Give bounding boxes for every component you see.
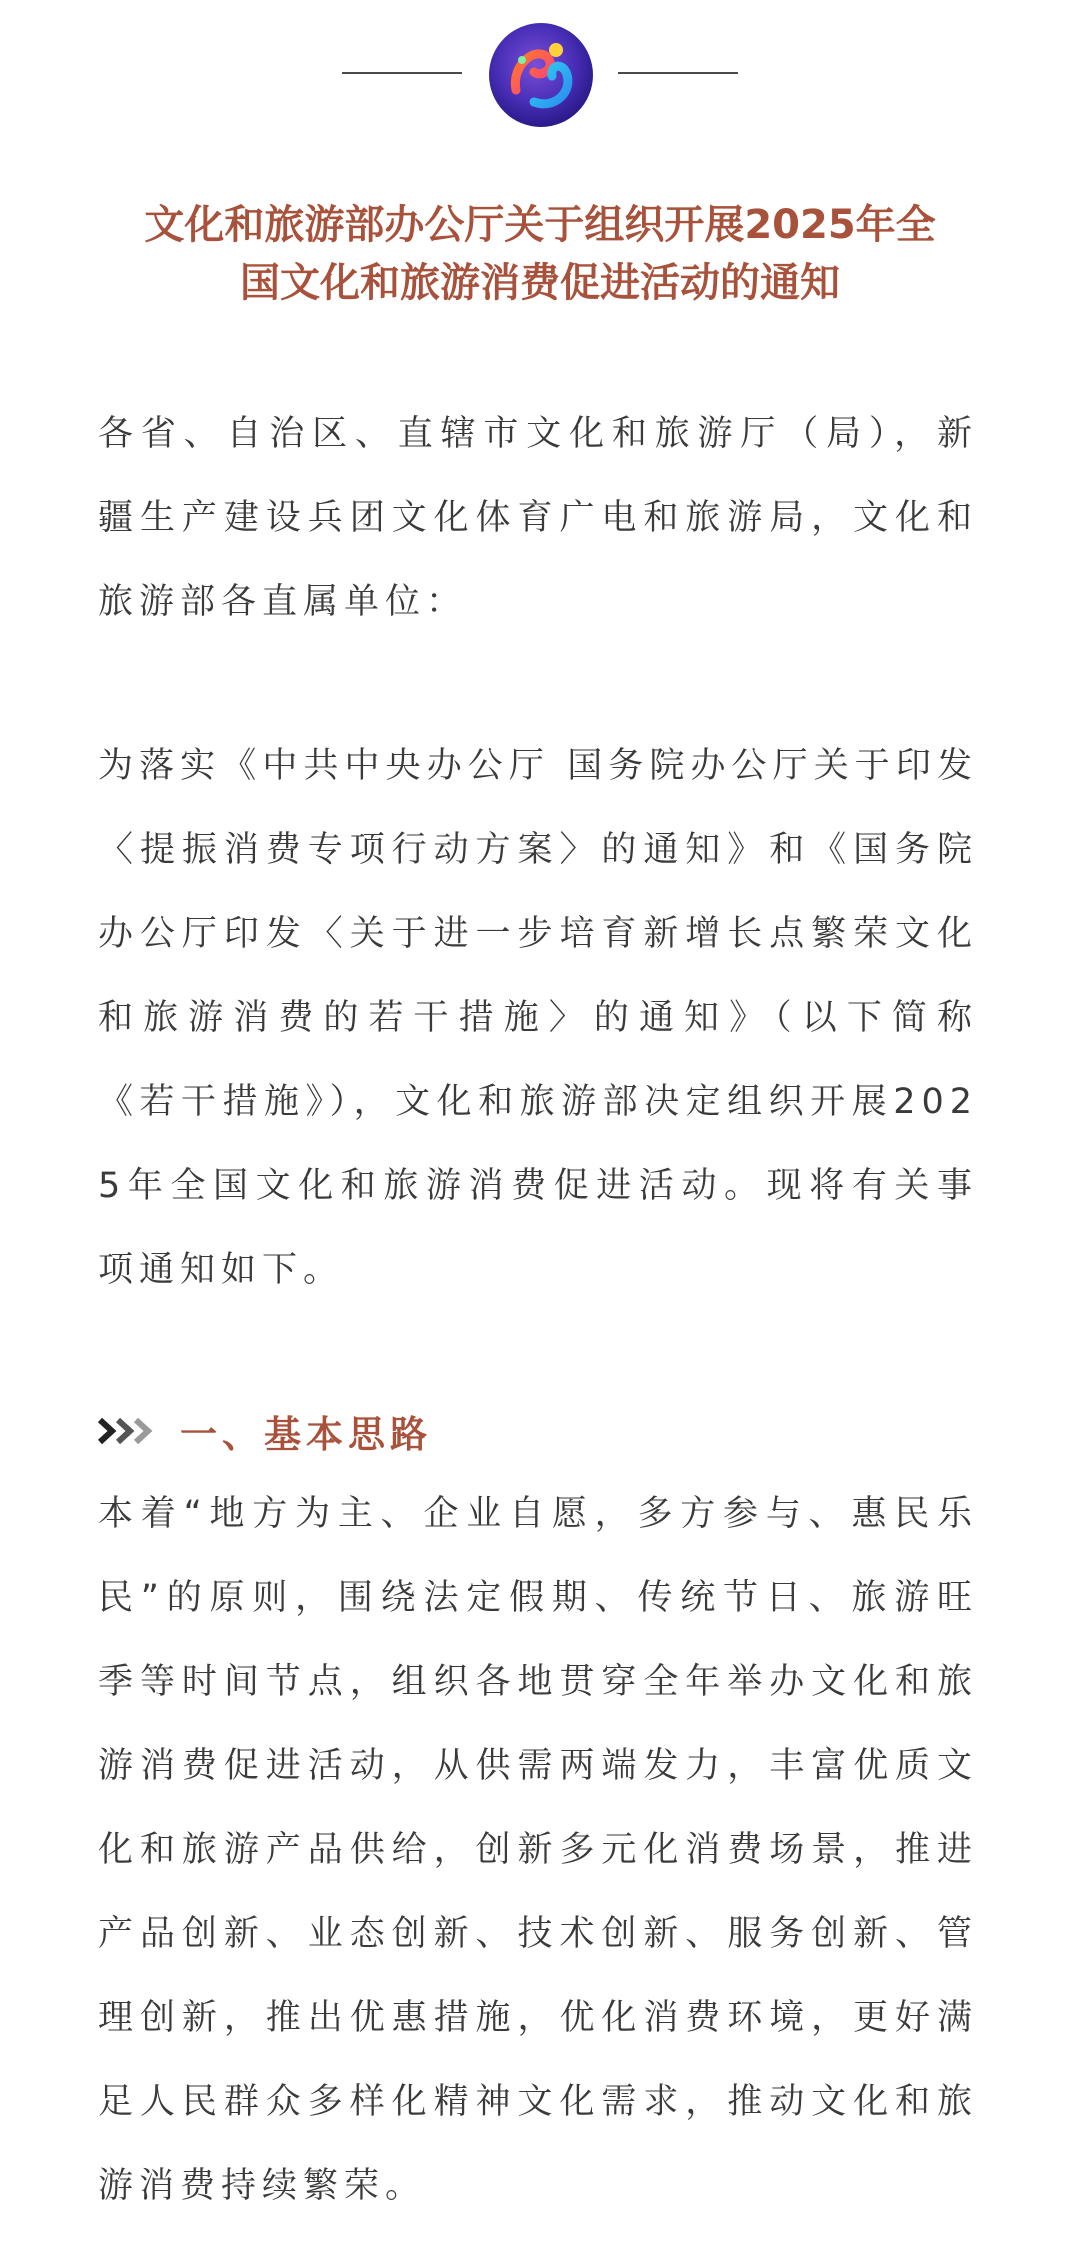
title-line-2: 国文化和旅游消费促进活动的通知	[240, 260, 840, 306]
header-decoration	[0, 20, 1080, 130]
intro-paragraph: 为落实《中共中央办公厅 国务院办公厅关于印发〈提振消费专项行动方案〉的通知》和《国务院办公厅印发〈关于进一步培育新增长点繁荣文化和旅游消费的若干措施〉的通知》（以下简称《若干措施》），文化和旅游部决定组织开展2025年全国文化和旅游消费促进活动。现将有关事项通知如下。	[98, 746, 978, 1290]
gradient-orb-logo-icon	[486, 20, 596, 130]
right-divider-line	[618, 72, 738, 74]
left-divider-line	[342, 72, 462, 74]
basic-idea-paragraph: 本着“地方为主、企业自愿，多方参与、惠民乐民”的原则，围绕法定假期、传统节日、旅游旺季等时间节点，组织各地贯穿全年举办文化和旅游消费促进活动，从供需两端发力，丰富优质文化和旅游产品供给，创新多元化消费场景，推进产品创新、业态创新、技术创新、服务创新、管理创新，推出优惠措施，优化消费环境，更好满足人民群众多样化精神文化需求，推动文化和旅游消费持续繁荣。	[98, 1494, 978, 2206]
addressees-paragraph: 各省、自治区、直辖市文化和旅游厅（局），新疆生产建设兵团文化体育广电和旅游局，文化和旅游部各直属单位：	[98, 414, 978, 622]
title-line-1: 文化和旅游部办公厅关于组织开展2025年全	[144, 202, 936, 248]
section-heading-basic-idea	[98, 1396, 432, 1466]
triple-chevron-icon	[98, 1416, 156, 1446]
article-title	[60, 196, 1020, 312]
section-title: 一、基本思路	[180, 1413, 432, 1456]
